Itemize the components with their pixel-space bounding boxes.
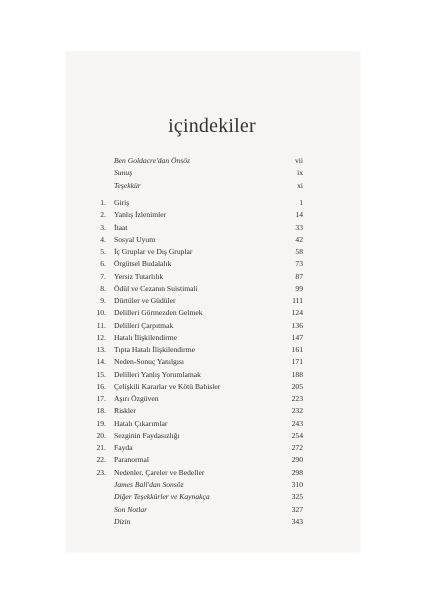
chapter-title: Yersiz Tutarlılık [114, 271, 164, 281]
chapter-title: Sezginin Faydasızlığı [114, 430, 180, 440]
chapter-entry [86, 295, 303, 307]
chapter-number: 12. [96, 332, 106, 342]
chapter-title: Çelişkili Kararlar ve Kötü Bahisler [114, 381, 221, 391]
chapter-number: 14. [96, 357, 106, 367]
chapter-number: 19. [96, 418, 106, 428]
chapter-page: 188 [291, 369, 303, 379]
chapter-number: 23. [96, 467, 106, 477]
chapter-number: 3. [100, 222, 106, 232]
chapter-entry [86, 418, 303, 430]
entry-label: James Ball'dan Sonsöz [114, 480, 184, 489]
chapter-entry [86, 381, 303, 393]
chapter-number: 11. [96, 320, 106, 330]
entry-label: Son Notlar [114, 504, 148, 514]
chapter-entry [86, 369, 303, 381]
back-matter-list [86, 479, 303, 528]
chapter-page: 171 [291, 357, 303, 367]
chapter-entry [86, 271, 303, 283]
chapter-number: 18. [96, 406, 106, 416]
entry-page: ix [297, 168, 303, 178]
toc-entry [86, 516, 303, 528]
chapter-number: 1. [100, 198, 106, 207]
chapter-title: Aşırı Özgüven [114, 394, 159, 403]
chapter-list [86, 197, 303, 479]
chapter-number: 17. [96, 394, 106, 403]
chapter-entry [86, 234, 303, 246]
chapter-entry [86, 307, 303, 319]
chapter-entry [86, 430, 303, 442]
chapter-entry [86, 405, 303, 417]
chapter-entry [86, 356, 303, 368]
chapter-number: 9. [100, 296, 106, 305]
chapter-number: 16. [96, 381, 106, 391]
chapter-page: 33 [295, 222, 303, 232]
chapter-number: 15. [96, 369, 106, 379]
chapter-number: 20. [96, 430, 106, 440]
toc-entry [86, 167, 303, 179]
chapter-number: 6. [100, 259, 106, 269]
chapter-entry [86, 246, 303, 258]
entry-label: Teşekkür [114, 180, 141, 190]
chapter-title: Sosyal Uyum [114, 234, 156, 244]
chapter-page: 1 [299, 198, 303, 207]
chapter-title: Fayda [114, 443, 133, 452]
chapter-page: 243 [291, 418, 303, 428]
chapter-page: 298 [291, 467, 303, 477]
entry-page: 327 [291, 504, 303, 514]
chapter-title: Riskler [114, 406, 136, 416]
entry-label: Dizin [114, 516, 131, 526]
chapter-page: 290 [291, 455, 303, 465]
entry-page: 325 [291, 492, 303, 502]
chapter-title: Nedenler, Çareler ve Bedeller [114, 467, 205, 477]
chapter-page: 223 [291, 394, 303, 403]
chapter-entry [86, 222, 303, 234]
chapter-number: 4. [100, 234, 106, 244]
chapter-title: Delilleri Yanlış Yorumlamak [114, 369, 201, 379]
chapter-page: 111 [292, 296, 303, 305]
chapter-title: Delilleri Çarpıtmak [114, 320, 174, 330]
chapter-entry [86, 197, 303, 209]
chapter-title: Dürtüler ve Güdüler [114, 296, 176, 305]
entry-label: Sunuş [114, 168, 133, 178]
chapter-entry [86, 344, 303, 356]
chapter-page: 73 [295, 259, 303, 269]
chapter-number: 21. [96, 443, 106, 452]
entry-page: xi [297, 180, 303, 190]
chapter-title: İtaat [114, 222, 128, 232]
chapter-number: 2. [100, 210, 106, 220]
toc-entry [86, 180, 303, 192]
toc-entry [86, 491, 303, 503]
chapter-page: 161 [291, 345, 303, 354]
chapter-page: 272 [291, 443, 303, 452]
chapter-title: İç Gruplar ve Dış Gruplar [114, 247, 193, 256]
chapter-entry [86, 332, 303, 344]
chapter-page: 124 [291, 308, 303, 318]
toc-entry [86, 479, 303, 491]
chapter-page: 87 [295, 271, 303, 281]
entry-label: Diğer Teşekkürler ve Kaynakça [114, 492, 210, 502]
chapter-entry [86, 393, 303, 405]
chapter-page: 58 [295, 247, 303, 256]
chapter-entry [86, 209, 303, 221]
chapter-number: 8. [100, 283, 106, 293]
chapter-page: 99 [295, 283, 303, 293]
chapter-title: Hatalı Çıkarımlar [114, 418, 168, 428]
chapter-entry [86, 467, 303, 479]
chapter-title: Paranormal [114, 455, 150, 465]
chapter-title: Tıpta Hatalı İlişkilendirme [114, 345, 195, 354]
entry-page: 343 [291, 516, 303, 526]
chapter-entry [86, 258, 303, 270]
chapter-number: 10. [96, 308, 106, 318]
chapter-page: 147 [291, 332, 303, 342]
chapter-page: 205 [291, 381, 303, 391]
chapter-page: 14 [295, 210, 303, 220]
chapter-page: 136 [291, 320, 303, 330]
chapter-number: 22. [96, 455, 106, 465]
chapter-number: 13. [96, 345, 106, 354]
chapter-title: Delilleri Görmezden Gelmek [114, 308, 203, 318]
chapter-entry [86, 320, 303, 332]
chapter-number: 7. [100, 271, 106, 281]
chapter-number: 5. [100, 247, 106, 256]
chapter-title: Yanlış İzlenimler [114, 210, 167, 220]
entry-page: vii [294, 156, 303, 165]
toc-entry [86, 155, 303, 167]
chapter-entry [86, 442, 303, 454]
chapter-title: Neden-Sonuç Yanılgısı [114, 357, 185, 367]
chapter-entry [86, 454, 303, 466]
front-matter-list [86, 155, 303, 192]
page-title: içindekiler [168, 115, 256, 137]
entry-page: 310 [291, 480, 303, 489]
chapter-page: 254 [291, 430, 303, 440]
chapter-entry [86, 283, 303, 295]
chapter-page: 42 [295, 234, 303, 244]
entry-label: Ben Goldacre'dan Önsöz [114, 156, 191, 165]
chapter-title: Örgütsel Budalalık [114, 259, 172, 269]
chapter-title: Ödül ve Cezanın Suistimali [114, 283, 198, 293]
chapter-page: 232 [291, 406, 303, 416]
chapter-title: Hatalı İlişkilendirme [114, 332, 178, 342]
toc-entry [86, 504, 303, 516]
chapter-title: Giriş [114, 198, 130, 207]
